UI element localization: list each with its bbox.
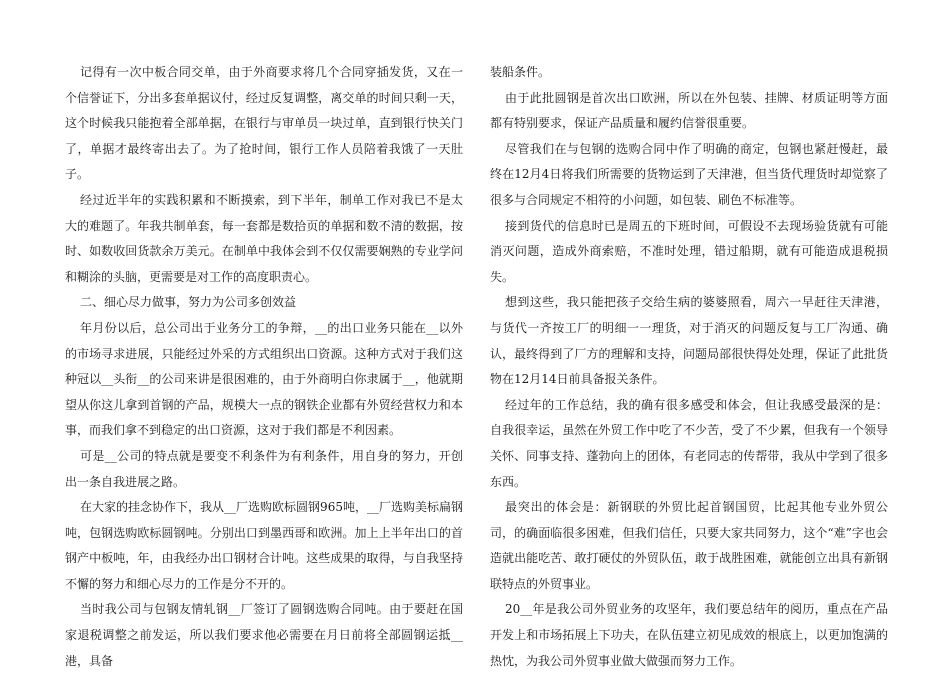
paragraph: 经过年的工作总结，我的确有很多感受和体会，但让我感受最深的是：自我很幸运，虽然在外贸工作中吃了不少苦，受了不少累，但我有一个领导关怀、同事支持、蓬勃向上的团体，有老同志的传帮带，我从中学到了很多东西。 (490, 397, 888, 489)
paragraph: 想到这些，我只能把孩子交给生病的婆婆照看，周六一早赶往天津港，与货代一齐按工厂的明细一一理货，对于消灭的问题反复与工厂沟通、确认，最终得到了厂方的理解和支持，问题局部很快得处处理，保证了此批货物在12月14日前具备报关条件。 (490, 295, 888, 387)
paragraph: 在大家的挂念协作下，我从__厂选购欧标圆钢965吨，__厂选购美标扁钢吨，包钢选购欧标圆钢吨。分别出口到墨西哥和欧洲。加上上半年出口的首钢产中板吨，年，由我经办出口钢材合计吨。这些成果的取得，与自我坚持不懈的努力和细心尽力的工作是分不开的。 (65, 500, 463, 591)
paragraph-continuation: 装船条件。 (490, 65, 551, 79)
paragraph: 可是__公司的特点就是要变不利条件为有利条件，用自身的努力，开创出一条自我进展之路。 (65, 448, 463, 489)
paragraph: 年月份以后，总公司出于业务分工的争辩，__的出口业务只能在__以外的市场寻求进展，只能经过外采的方式组织出口资源。这种方式对于我们这种冠以__头衔__的公司来讲是很困难的，由于外商明白你隶属于__，他就期望从你这儿拿到首钢的产品，规模大一点的钢铁企业都有外贸经营权力和本事，而我们拿不到稳定的出口资源，这对于我们都是不利因素。 (65, 320, 463, 438)
paragraph: 尽管我们在与包钢的选购合同中作了明确的商定，包钢也紧赶慢赶，最终在12月4日将我们所需要的货物运到了天津港，但当货代理货时却觉察了很多与合同规定不相符的小问题，如包装、刷色不标准等。 (490, 141, 888, 207)
paragraph: 接到货代的信息时已是周五的下班时间，可假设不去现场验货就有可能消灭问题，造成外商索赔，不准时处理，错过船期，就有可能造成退税损失。 (490, 218, 888, 284)
left-column (65, 60, 463, 674)
paragraph: 由于此批圆钢是首次出口欧洲，所以在外包装、挂牌、材质证明等方面都有特别要求，保证产品质量和履约信誉很重要。 (490, 90, 888, 131)
paragraph: 记得有一次中板合同交单，由于外商要求将几个合同穿插发货，又在一个信誉证下，分出多套单据议付，经过反复调整，离交单的时间只剩一天，这个时候我只能抱着全部单据，在银行与审单员一块过单，直到银行快关门了，单据才最终寄出去了。为了抢时间，银行工作人员陪着我饿了一天肚子。 (65, 65, 463, 182)
paragraph: 当时我公司与包钢友情轧钢__厂签订了圆钢选购合同吨。由于要赶在国家退税调整之前发运，所以我们要求他必需要在月日前将全部圆钢运抵__港，具备 (65, 602, 463, 668)
paragraph: 最突出的体会是：新钢联的外贸比起首钢国贸，比起其他专业外贸公司，的确面临很多困难，但我们信任，只要大家共同努力，这个“难”字也会造就出能吃苦、敢打硬仗的外贸队伍，敢于战胜困难，就能创立出具有新钢联特点的外贸事业。 (490, 500, 888, 591)
paragraph: 经过近半年的实践积累和不断摸索，到下半年，制单工作对我已不是太大的难题了。年我共制单套，每一套都是数拾页的单据和数不清的数据，按时、如数收回货款余万美元。在制单中我体会到不仅仅需要娴熟的专业学问和糊涂的头脑，更需要是对工作的高度职责心。 (65, 192, 463, 284)
section-heading: 二、细心尽力做事，努力为公司多创效益 (80, 295, 297, 310)
paragraph: 20__年是我公司外贸业务的攻坚年，我们要总结年的阅历，重点在产品开发上和市场拓展上下功夫，在队伍建立初见成效的根底上，以更加饱满的热忱，为我公司外贸事业做大做强而努力工作。 (490, 602, 888, 668)
right-column (490, 60, 888, 674)
